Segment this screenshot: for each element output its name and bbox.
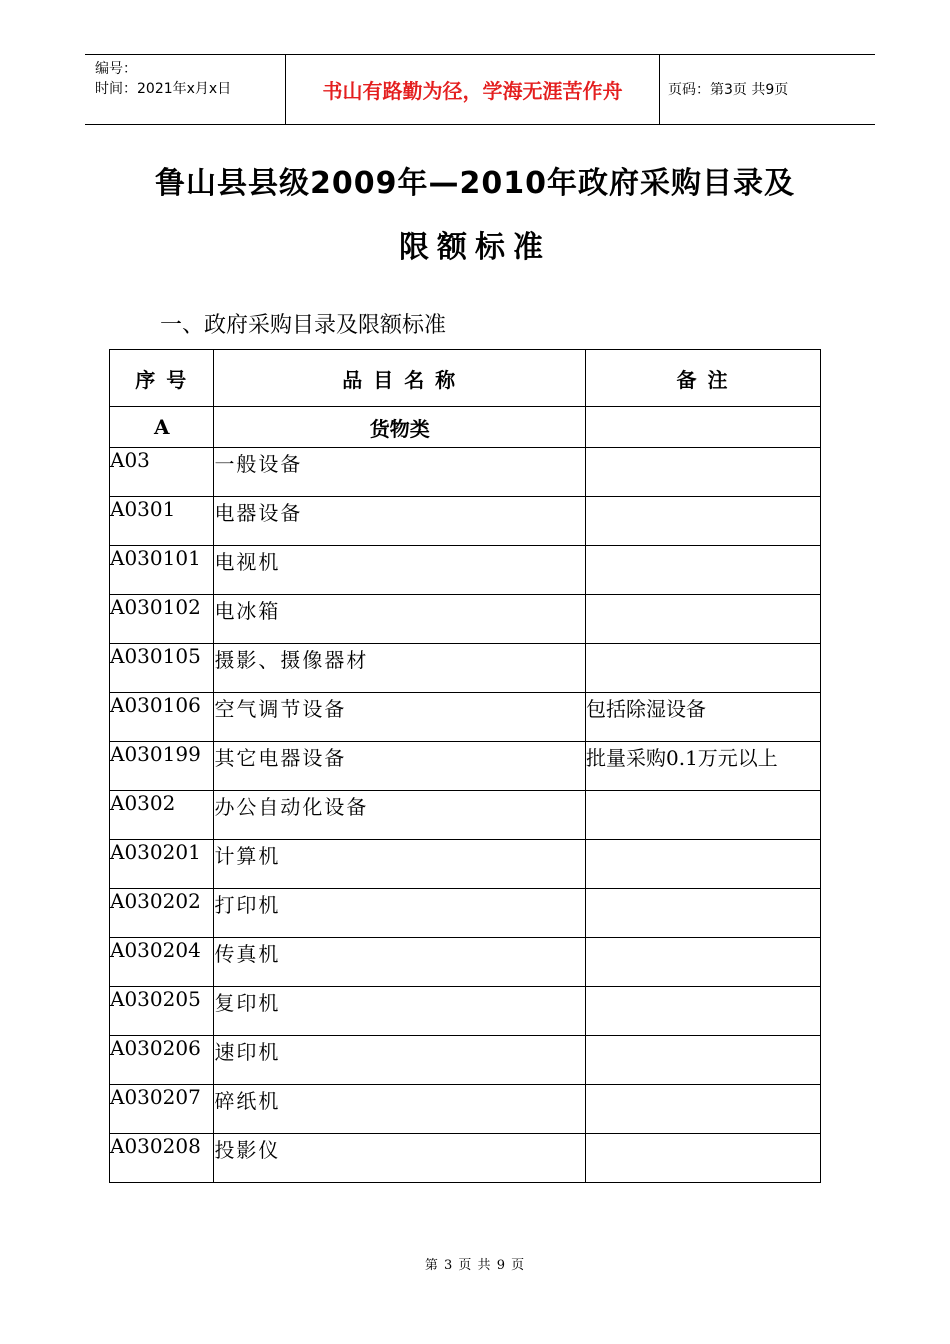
table-row (110, 1134, 821, 1183)
item-name: 办公自动化设备 (214, 791, 586, 840)
section-heading: 一、政府采购目录及限额标准 (160, 313, 447, 338)
category-note (586, 407, 821, 448)
item-code: A030102 (110, 595, 214, 644)
category-row (110, 407, 821, 448)
table-row (110, 938, 821, 987)
item-note (586, 938, 821, 987)
item-name: 投影仪 (214, 1134, 586, 1183)
item-note (586, 987, 821, 1036)
item-code: A030207 (110, 1085, 214, 1134)
header-cell-item-name: 品 目 名 称 (214, 350, 586, 407)
item-note (586, 840, 821, 889)
item-code: A030199 (110, 742, 214, 791)
item-code: A030105 (110, 644, 214, 693)
item-note (586, 791, 821, 840)
item-code: A030101 (110, 546, 214, 595)
item-name: 空气调节设备 (214, 693, 586, 742)
item-name: 碎纸机 (214, 1085, 586, 1134)
item-code: A030201 (110, 840, 214, 889)
item-name: 速印机 (214, 1036, 586, 1085)
header-cell-serial: 序 号 (110, 350, 214, 407)
item-note (586, 448, 821, 497)
item-code: A030202 (110, 889, 214, 938)
category-code: A (110, 407, 214, 448)
item-note: 批量采购0.1万元以上 (586, 742, 821, 791)
table-header-row (110, 350, 821, 407)
item-code: A0301 (110, 497, 214, 546)
document-title-line2: 限额标准 (399, 230, 551, 265)
table-row (110, 546, 821, 595)
table-row (110, 497, 821, 546)
item-note (586, 1085, 821, 1134)
document-time-label: 时间：2021年x月x日 (95, 81, 232, 97)
item-name: 电视机 (214, 546, 586, 595)
procurement-catalog-table (109, 349, 821, 1183)
item-name: 电器设备 (214, 497, 586, 546)
item-code: A030204 (110, 938, 214, 987)
table-row (110, 693, 821, 742)
item-code: A0302 (110, 791, 214, 840)
item-name: 电冰箱 (214, 595, 586, 644)
item-note (586, 1134, 821, 1183)
item-note (586, 1036, 821, 1085)
item-note: 包括除湿设备 (586, 693, 821, 742)
table-row (110, 889, 821, 938)
page-footer: 第 3 页 共 9 页 (424, 1258, 526, 1273)
table-row (110, 644, 821, 693)
header-page-info: 页码：第3页 共9页 (668, 82, 789, 98)
table-row (110, 791, 821, 840)
item-name: 打印机 (214, 889, 586, 938)
item-code: A030206 (110, 1036, 214, 1085)
item-note (586, 644, 821, 693)
document-title-line1: 鲁山县县级2009年—2010年政府采购目录及 (155, 166, 795, 201)
header-cell-remarks: 备 注 (586, 350, 821, 407)
item-note (586, 497, 821, 546)
item-name: 计算机 (214, 840, 586, 889)
item-name: 一般设备 (214, 448, 586, 497)
item-code: A030208 (110, 1134, 214, 1183)
document-number-label: 编号： (95, 61, 137, 77)
page-header (85, 54, 875, 125)
item-name: 传真机 (214, 938, 586, 987)
table-row (110, 742, 821, 791)
header-meta (95, 59, 231, 99)
item-note (586, 889, 821, 938)
item-note (586, 546, 821, 595)
item-code: A030106 (110, 693, 214, 742)
item-name: 摄影、摄像器材 (214, 644, 586, 693)
item-code: A030205 (110, 987, 214, 1036)
table-row (110, 448, 821, 497)
item-name: 其它电器设备 (214, 742, 586, 791)
table-row (110, 987, 821, 1036)
item-note (586, 595, 821, 644)
table-row (110, 595, 821, 644)
table-row (110, 840, 821, 889)
item-name: 复印机 (214, 987, 586, 1036)
item-code: A03 (110, 448, 214, 497)
header-motto: 书山有路勤为径，学海无涯苦作舟 (285, 55, 660, 124)
table-row (110, 1085, 821, 1134)
category-name: 货物类 (214, 407, 586, 448)
table-row (110, 1036, 821, 1085)
